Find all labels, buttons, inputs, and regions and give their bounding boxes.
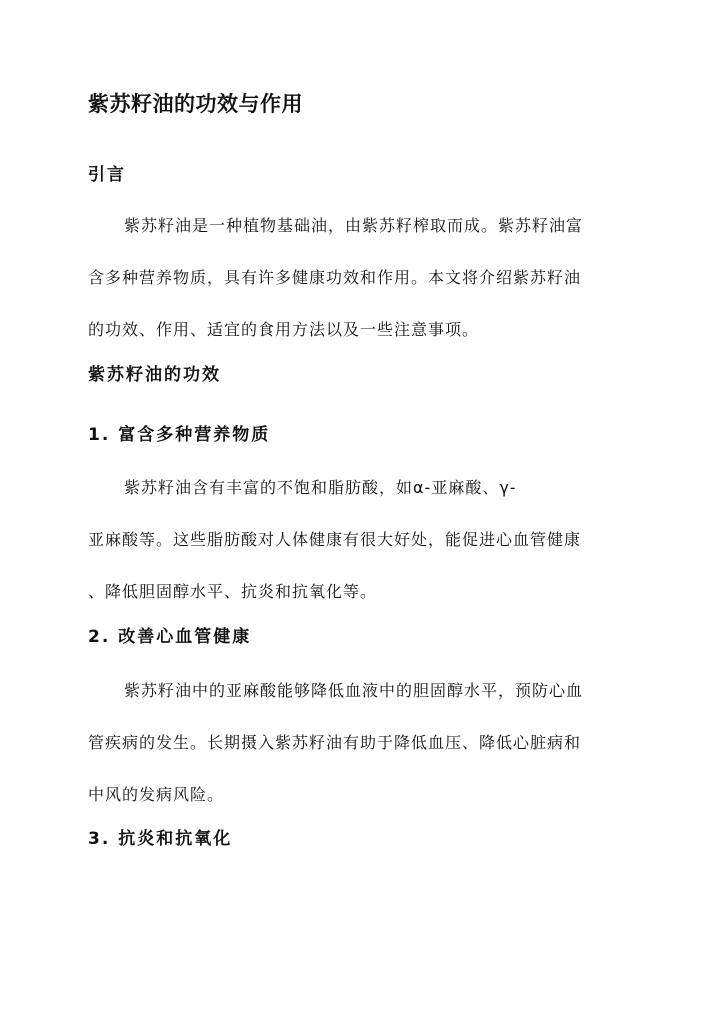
intro-paragraph <box>88 200 640 356</box>
paragraph-line: 紫苏籽油是一种植物基础油，由紫苏籽榨取而成。紫苏籽油富 <box>124 216 584 235</box>
document-title: 紫苏籽油的功效与作用 <box>88 92 303 116</box>
paragraph-line: 的功效、作用、适宜的食用方法以及一些注意事项。 <box>88 320 480 339</box>
effects-heading: 紫苏籽油的功效 <box>88 365 221 385</box>
paragraph-line: 含多种营养物质，具有许多健康功效和作用。本文将介绍紫苏籽油 <box>88 268 582 287</box>
paragraph-line: 中风的发病风险。 <box>88 785 225 804</box>
paragraph-line: 紫苏籽油中的亚麻酸能够降低血液中的胆固醇水平，预防心血 <box>124 681 584 700</box>
section-3-heading: 3. 抗炎和抗氧化 <box>88 829 233 849</box>
section-1-heading: 1. 富含多种营养物质 <box>88 425 271 445</box>
section-2-paragraph <box>88 665 640 821</box>
paragraph-line: 紫苏籽油含有丰富的不饱和脂肪酸，如α-亚麻酸、γ- <box>124 478 517 497</box>
intro-heading: 引言 <box>88 165 126 185</box>
paragraph-line: 、降低胆固醇水平、抗炎和抗氧化等。 <box>88 582 378 601</box>
paragraph-line: 管疾病的发生。长期摄入紫苏籽油有助于降低血压、降低心脏病和 <box>88 733 582 752</box>
section-2-heading: 2. 改善心血管健康 <box>88 627 252 647</box>
section-1-paragraph <box>88 462 640 618</box>
paragraph-line: 亚麻酸等。这些脂肪酸对人体健康有很大好处，能促进心血管健康 <box>88 530 582 549</box>
